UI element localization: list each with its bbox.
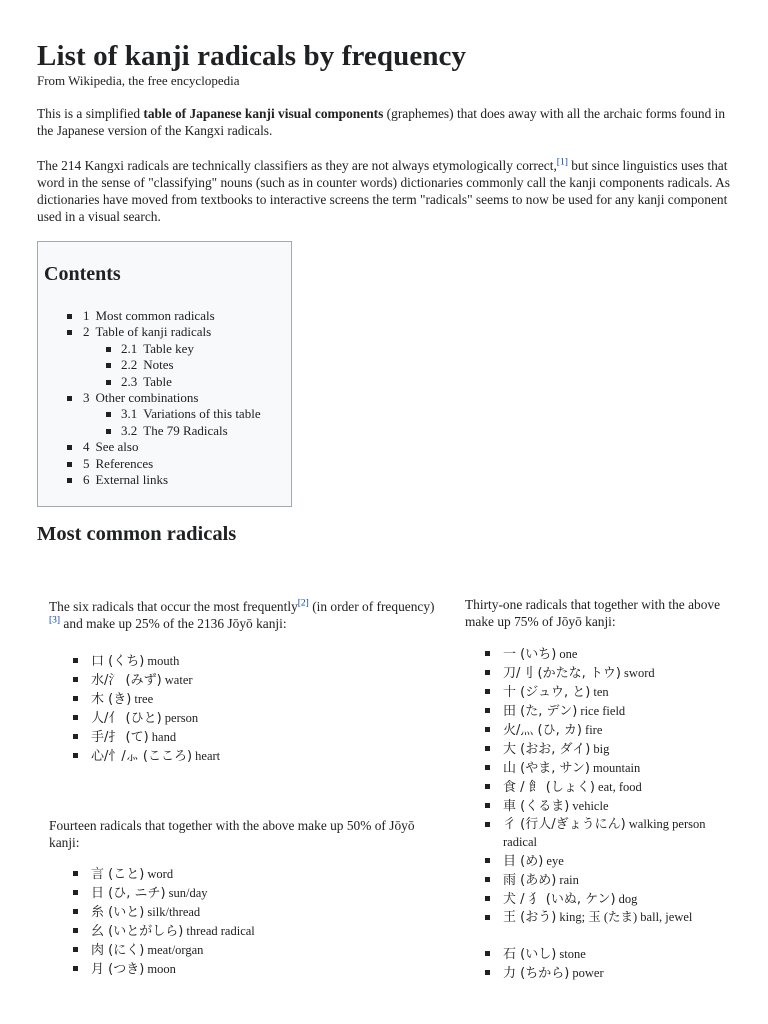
bullet-icon (73, 928, 78, 933)
bullet-icon (73, 658, 78, 663)
radical-kanji: 十 (ジュウ, と) (503, 685, 591, 700)
list-item (71, 883, 441, 902)
bullet-icon (73, 871, 78, 876)
radical-kanji: 手/扌 (て) (91, 730, 149, 745)
bullet-icon (485, 858, 490, 863)
radical-kanji: 月 (つき) (91, 962, 145, 977)
radical-meaning: ten (590, 685, 609, 699)
section-heading: Most common radicals (37, 523, 237, 545)
radical-meaning: water (161, 673, 193, 687)
page-title: List of kanji radicals by frequency (37, 40, 467, 72)
bullet-icon (485, 915, 490, 920)
radical-kanji: 言 (こと) (91, 867, 145, 882)
radical-kanji: 水/氵 (みず) (91, 673, 162, 688)
radical-kanji: 食 / 飠 (しょく) (503, 780, 595, 795)
bullet-icon (106, 363, 111, 368)
fourteen-radicals-intro: Fourteen radicals that together with the above make up 50% of Jōyō kanji: (49, 818, 415, 850)
radical-meaning: word (144, 867, 174, 881)
toc-link[interactable]: The 79 Radicals (143, 422, 228, 438)
radical-kanji: 肉 (にく) (91, 943, 145, 958)
bullet-icon (485, 727, 490, 732)
list-item (483, 739, 733, 758)
bullet-icon (73, 677, 78, 682)
bullet-icon (485, 896, 490, 901)
list-item (483, 663, 733, 682)
list-item (71, 921, 441, 940)
toc-number: 3 (83, 389, 90, 405)
toc-number: 5 (83, 455, 90, 471)
list-item (483, 758, 733, 777)
toc-item-3-1[interactable] (64, 406, 261, 422)
toc-number: 2.3 (121, 373, 138, 389)
list-item (71, 746, 441, 765)
list-item (483, 701, 733, 720)
radical-kanji: 口 (くち) (91, 654, 145, 669)
six-radicals-intro: The six radicals that occur the most frequently[2] (in order of frequency)[3] and make up 25% of the 2136 Jōyō kanji: (49, 598, 435, 631)
radical-meaning: silk/thread (144, 905, 201, 919)
list-item (71, 651, 441, 670)
toc-item-2[interactable] (64, 324, 261, 340)
bullet-icon (106, 412, 111, 417)
list-item (71, 940, 441, 959)
toc-item-1[interactable] (64, 308, 261, 324)
bullet-icon (485, 746, 490, 751)
intro-paragraph-2: The 214 Kangxi radicals are technically classifiers as they are not always etymologically correct,[1] but since linguistics uses that word in the sense of "classifying" nouns (such as in counter words) dictionaries commonly call the kanji components radicals. As dictionaries have moved from textbooks to interactive screens the term "radicals" seems to now be used for any kanji component used in a visual search. (37, 157, 730, 224)
radical-meaning: sun/day (165, 886, 208, 900)
bullet-icon (485, 784, 490, 789)
radical-meaning: eat, food (594, 780, 642, 794)
bullet-icon (67, 445, 72, 450)
list-item (483, 644, 733, 663)
bullet-icon (67, 462, 72, 467)
list-item (71, 708, 441, 727)
radical-kanji: 目 (め) (503, 854, 544, 869)
fourteen-radicals-list (71, 864, 441, 978)
radical-kanji: 山 (やま, サン) (503, 761, 590, 776)
radical-kanji: 雨 (あめ) (503, 873, 557, 888)
radical-meaning: king; 玉 (たま) ball, jewel (556, 910, 693, 924)
toc-link[interactable]: External links (95, 471, 169, 487)
radical-kanji: 石 (いし) (503, 947, 557, 962)
radical-kanji: 車 (くるま) (503, 799, 570, 814)
radical-kanji: 大 (おお, ダイ) (503, 742, 591, 757)
toc-link[interactable]: Variations of this table (143, 406, 261, 422)
list-item (71, 959, 441, 978)
toc-link[interactable]: Most common radicals (95, 308, 215, 323)
radical-kanji: 力 (ちから) (503, 966, 570, 981)
radical-meaning: tree (131, 692, 154, 706)
intro-bold-term: table of Japanese kanji visual components (143, 106, 384, 121)
ref-link-2[interactable]: [2] (297, 598, 309, 609)
radical-kanji: 刀/刂 (かたな, トウ) (503, 666, 621, 681)
radical-kanji: 田 (た, デン) (503, 704, 578, 719)
toc-link[interactable]: Other combinations (95, 389, 199, 405)
toc-list (64, 308, 261, 488)
radical-kanji: 王 (おう) (503, 910, 557, 925)
bullet-icon (485, 822, 490, 827)
radical-meaning: moon (144, 962, 176, 976)
bullet-icon (106, 347, 111, 352)
bullet-icon (485, 689, 490, 694)
toc-item-4[interactable] (64, 439, 261, 455)
radical-meaning: thread radical (183, 924, 255, 938)
ref-link-1[interactable]: [1] (556, 157, 568, 168)
toc-link[interactable]: Notes (143, 357, 174, 373)
toc-number: 3.1 (121, 406, 138, 422)
bullet-icon (73, 715, 78, 720)
bullet-icon (73, 753, 78, 758)
bullet-icon (485, 651, 490, 656)
radical-meaning: person (161, 711, 199, 725)
bullet-icon (73, 734, 78, 739)
list-item (483, 720, 733, 739)
list-item (71, 727, 441, 746)
bullet-icon (73, 966, 78, 971)
bullet-icon (106, 380, 111, 385)
list-item (483, 851, 733, 870)
radical-meaning: big (590, 742, 610, 756)
radical-meaning: dog (615, 892, 638, 906)
radical-meaning: mouth (144, 654, 180, 668)
list-item (483, 908, 733, 944)
radical-kanji: 犬 / 犭 (いぬ, ケン) (503, 892, 616, 907)
radical-kanji: 糸 (いと) (91, 905, 145, 920)
toc-item-6[interactable] (64, 472, 261, 488)
toc-item-2-2[interactable] (64, 357, 261, 373)
radical-meaning: power (569, 966, 604, 980)
radical-meaning: walking person radical (503, 817, 706, 849)
bullet-icon (73, 909, 78, 914)
toc-title: Contents (44, 263, 121, 285)
table-of-contents (37, 241, 292, 507)
radical-kanji: 木 (き) (91, 692, 132, 707)
radical-kanji: 日 (ひ, ニチ) (91, 886, 166, 901)
radical-kanji: 一 (いち) (503, 647, 557, 662)
toc-number: 4 (83, 439, 90, 455)
bullet-icon (67, 478, 72, 483)
radical-meaning: rain (556, 873, 579, 887)
radical-meaning: eye (543, 854, 564, 868)
intro-paragraph-1: This is a simplified table of Japanese kanji visual components (graphemes) that does away with all the archaic forms found in the Japanese version of the Kangxi radicals. (37, 106, 726, 138)
radical-meaning: rice field (577, 704, 626, 718)
list-item (71, 864, 441, 883)
thirtyone-radicals-list (483, 644, 733, 982)
tagline: From Wikipedia, the free encyclopedia (37, 73, 240, 88)
bullet-icon (485, 951, 490, 956)
radical-meaning: mountain (589, 761, 641, 775)
bullet-icon (67, 314, 72, 319)
toc-item-3[interactable] (64, 390, 261, 406)
toc-number: 6 (83, 471, 90, 487)
radical-kanji: 幺 (いとがしら) (91, 924, 184, 939)
radical-kanji: 心/忄/⺗ (こころ) (91, 749, 193, 764)
radical-meaning: one (556, 647, 578, 661)
bullet-icon (73, 696, 78, 701)
toc-number: 3.2 (121, 422, 138, 438)
list-item (483, 682, 733, 701)
list-item (71, 689, 441, 708)
bullet-icon (485, 970, 490, 975)
ref-link-3[interactable]: [3] (49, 615, 61, 626)
list-item (483, 796, 733, 815)
radical-meaning: meat/organ (144, 943, 204, 957)
list-item (483, 889, 733, 908)
bullet-icon (67, 330, 72, 335)
radical-meaning: stone (556, 947, 586, 961)
radical-meaning: heart (192, 749, 221, 763)
list-item (71, 670, 441, 689)
bullet-icon (485, 765, 490, 770)
radical-meaning: sword (620, 666, 655, 680)
toc-item-5[interactable] (64, 456, 261, 472)
list-item (71, 902, 441, 921)
toc-item-3-2[interactable] (64, 423, 261, 439)
list-item (483, 777, 733, 796)
list-item (483, 963, 733, 982)
toc-number: 2.1 (121, 340, 138, 356)
toc-number: 2.2 (121, 357, 138, 373)
bullet-icon (485, 803, 490, 808)
toc-item-2-1[interactable] (64, 341, 261, 357)
list-item (483, 870, 733, 889)
radical-meaning: vehicle (569, 799, 609, 813)
bullet-icon (73, 890, 78, 895)
toc-link[interactable]: Table key (143, 340, 194, 356)
toc-link[interactable]: See also (95, 439, 139, 455)
toc-link[interactable]: Table (143, 373, 172, 389)
radical-meaning: fire (581, 723, 603, 737)
radical-kanji: 彳 (行人/ぎょうにん) (503, 817, 626, 832)
thirtyone-radicals-intro: Thirty-one radicals that together with the above make up 75% of Jōyō kanji: (465, 597, 721, 629)
radical-kanji: 人/亻 (ひと) (91, 711, 162, 726)
list-item (483, 944, 733, 963)
radical-kanji: 火/灬 (ひ, カ) (503, 723, 582, 738)
toc-item-2-3[interactable] (64, 374, 261, 390)
six-radicals-list (71, 651, 441, 765)
toc-link[interactable]: References (95, 455, 154, 471)
bullet-icon (67, 396, 72, 401)
list-item (483, 815, 733, 851)
bullet-icon (106, 429, 111, 434)
bullet-icon (485, 708, 490, 713)
radical-meaning: hand (148, 730, 177, 744)
toc-number: 2 (83, 324, 90, 340)
bullet-icon (485, 877, 490, 882)
toc-number: 1 (83, 308, 90, 323)
toc-link[interactable]: Table of kanji radicals (95, 324, 212, 340)
bullet-icon (73, 947, 78, 952)
bullet-icon (485, 670, 490, 675)
